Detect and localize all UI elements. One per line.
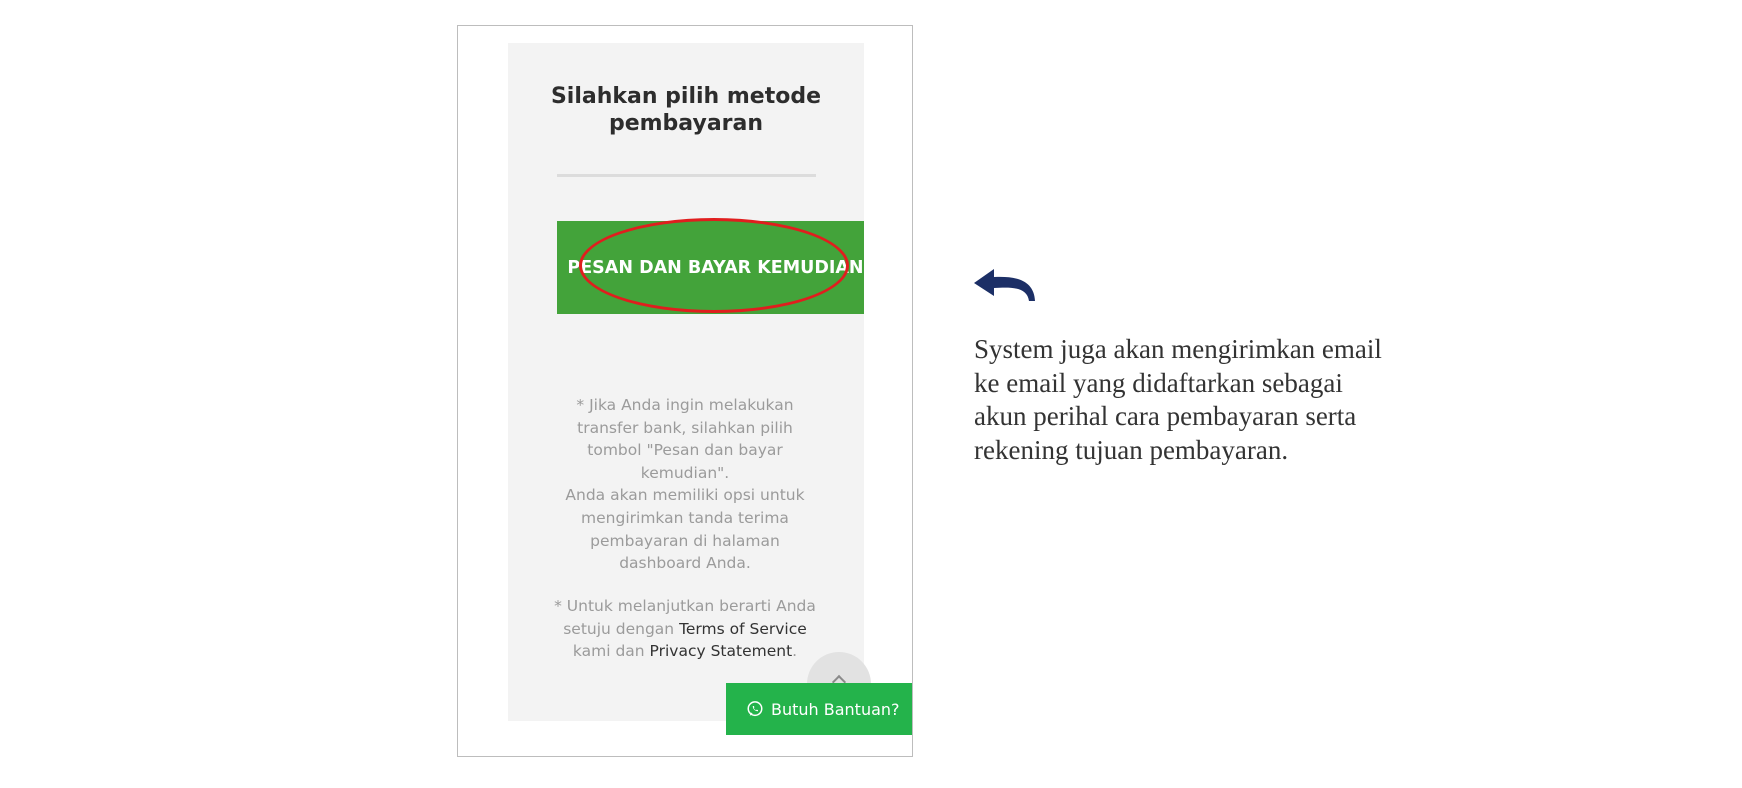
terms-note xyxy=(554,595,816,663)
terms-note-middle: kami dan xyxy=(572,642,650,661)
pay-later-button[interactable] xyxy=(557,221,864,314)
payment-method-panel xyxy=(508,43,864,721)
terms-note-suffix: . xyxy=(792,642,798,661)
phone-screenshot xyxy=(457,25,913,757)
help-button[interactable] xyxy=(726,683,913,735)
undo-arrow-icon xyxy=(974,265,1038,305)
pay-later-label: PESAN DAN BAYAR KEMUDIAN xyxy=(567,257,864,278)
privacy-statement-link[interactable]: Privacy Statement xyxy=(649,642,793,661)
divider xyxy=(557,174,816,177)
explanation-text: System juga akan mengirimkan email ke email yang didaftarkan sebagai akun perihal cara pembayaran serta rekening tujuan pembayaran. xyxy=(974,334,1382,465)
bank-transfer-note xyxy=(554,394,816,575)
whatsapp-icon xyxy=(746,700,764,718)
terms-of-service-link[interactable]: Terms of Service xyxy=(679,619,807,638)
terms-note-prefix: * Untuk melanjutkan berarti Anda setuju dengan xyxy=(554,597,816,638)
bank-transfer-note-line1: * Jika Anda ingin melakukan transfer bank, silahkan pilih tombol "Pesan dan bayar kemudian". xyxy=(576,396,794,482)
bank-transfer-note-line2: Anda akan memiliki opsi untuk mengirimkan tanda terima pembayaran di halaman dashboard Anda. xyxy=(565,486,805,573)
help-button-label: Butuh Bantuan? xyxy=(771,699,900,719)
page-title: Silahkan pilih metode pembayaran xyxy=(550,84,822,136)
